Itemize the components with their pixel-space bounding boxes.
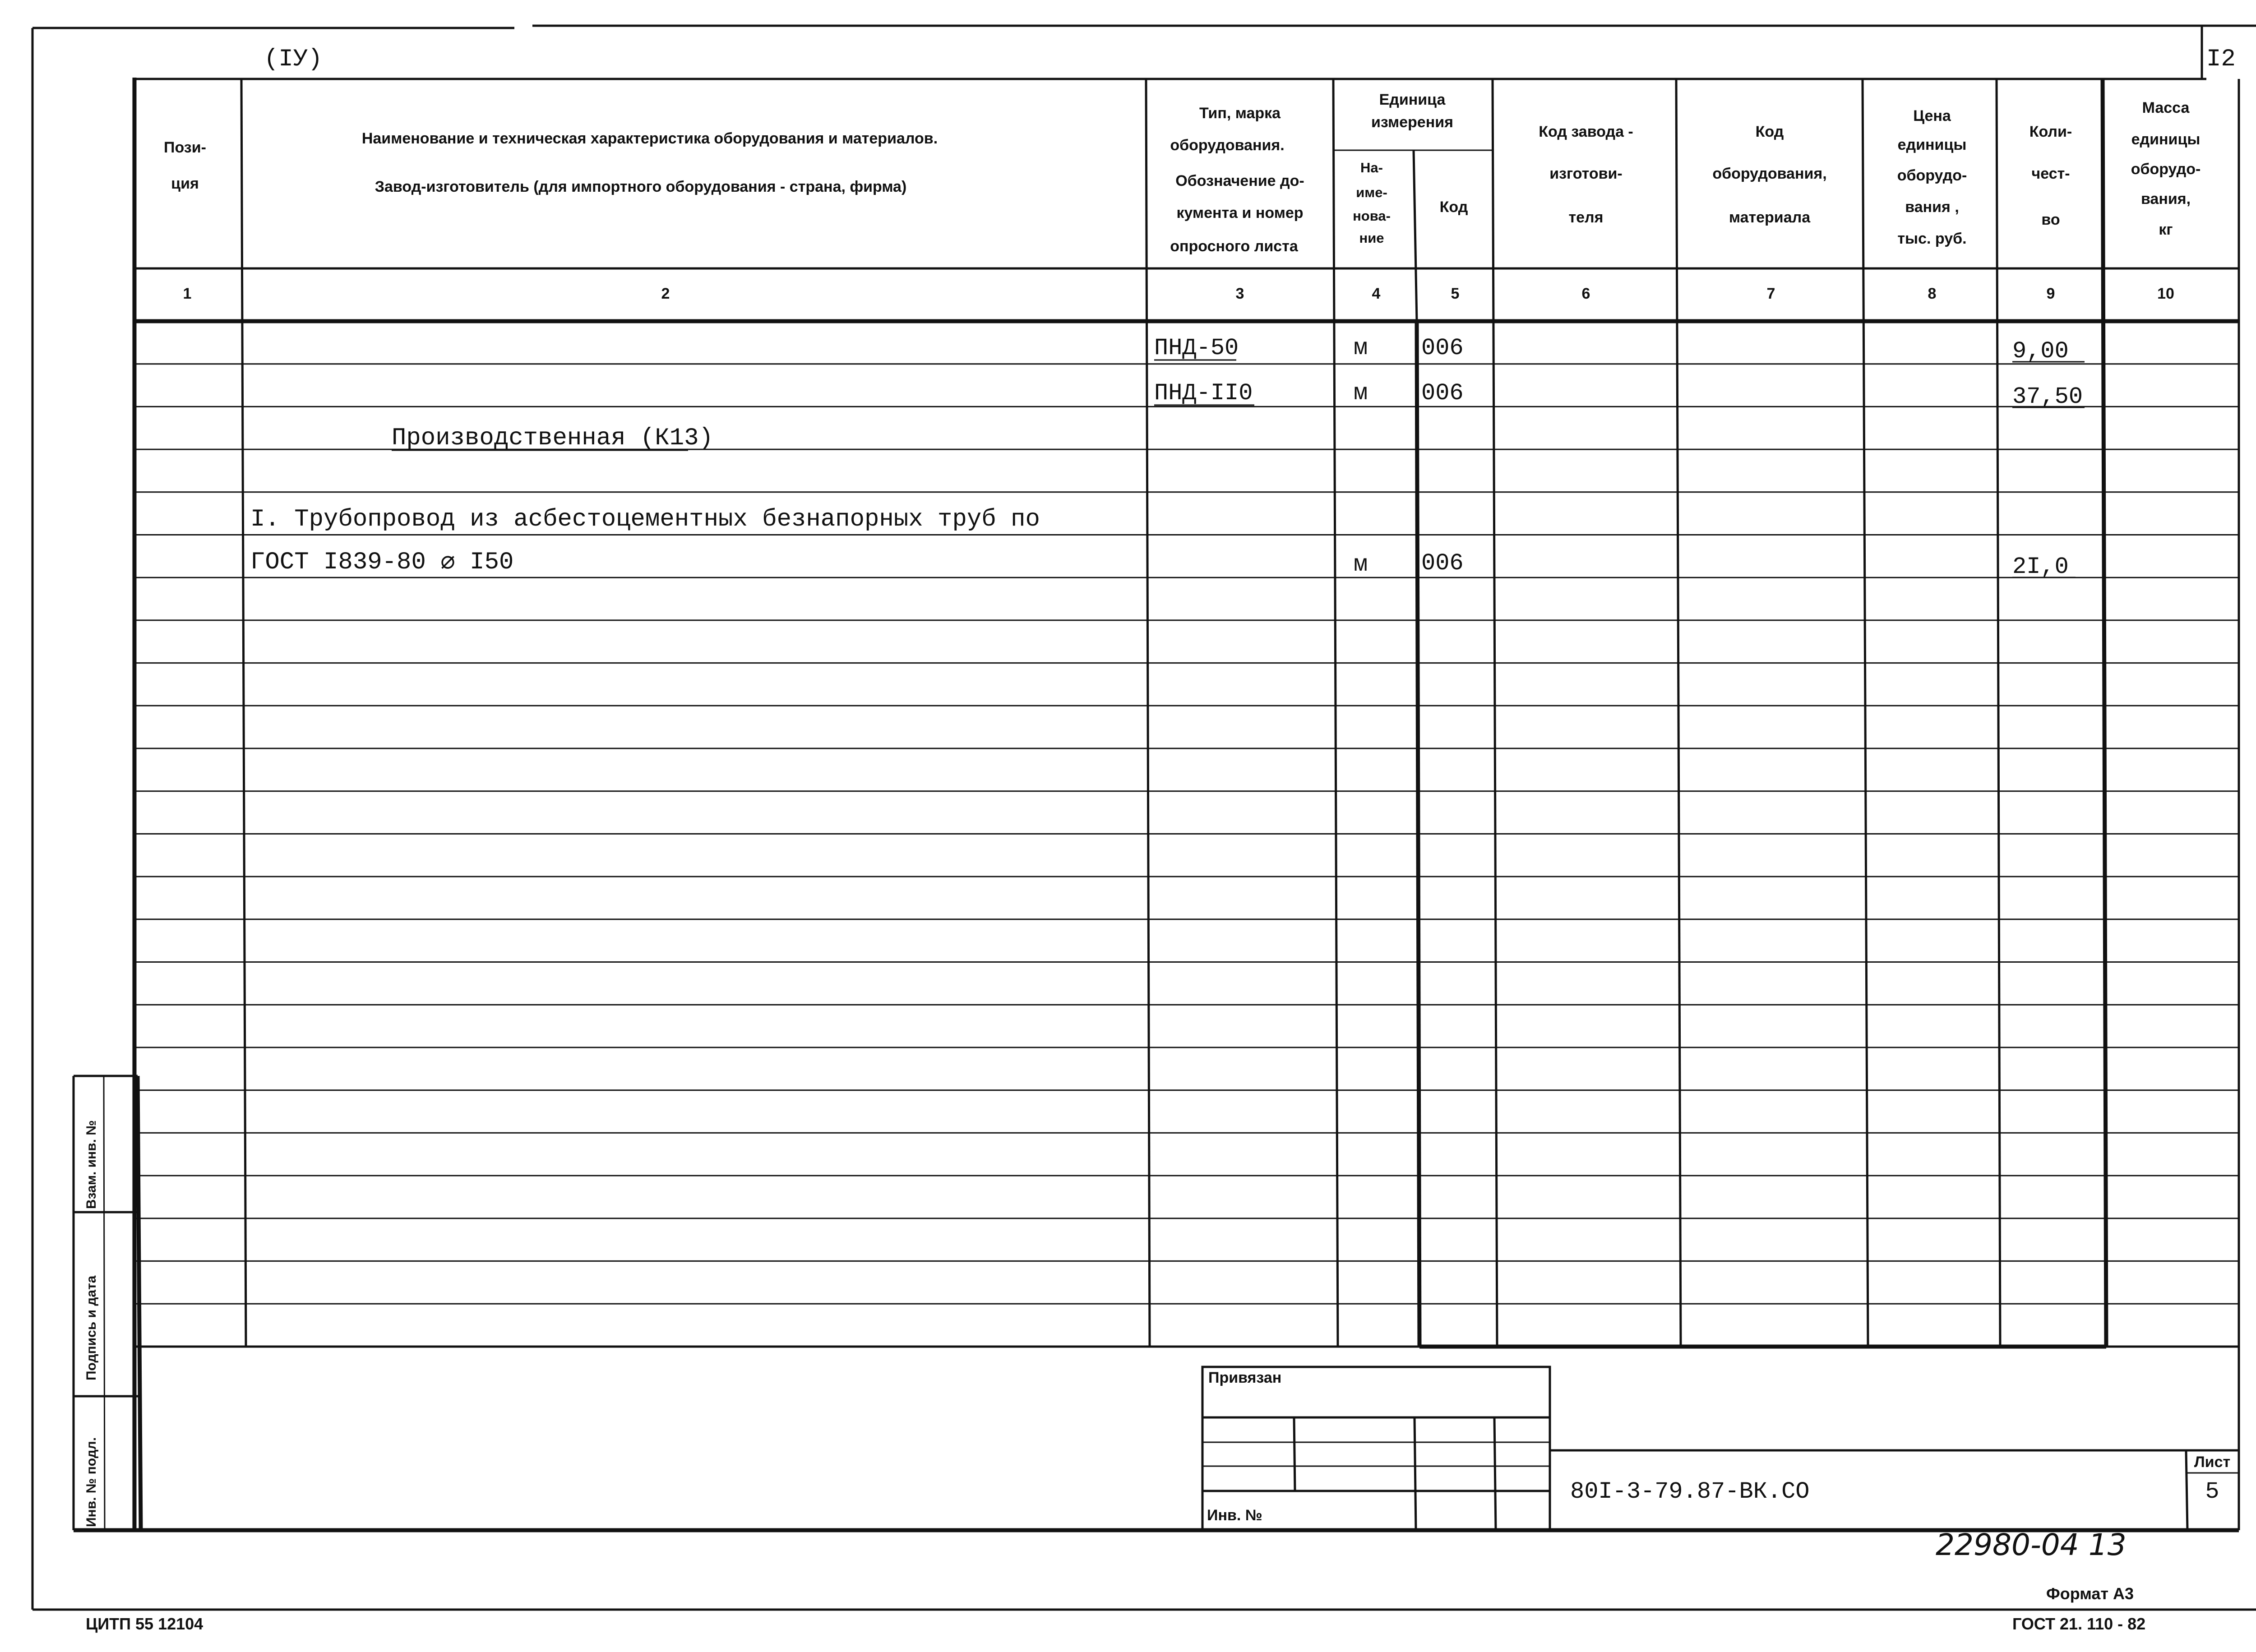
list-number: 5 [2205,1478,2219,1505]
row-type: ПНД-II0 [1154,380,1253,406]
col6-header-line3: теля [1568,209,1604,226]
row-unit: м [1354,380,1368,406]
side-stamp-vzam: Взам. инв. № [84,1120,99,1209]
column-number: 1 [183,285,192,302]
side-stamp-inv: Инв. № подл. [84,1437,99,1527]
document-code: 80I-3-79.87-ВК.СО [1570,1478,1810,1505]
column-number: 7 [1766,285,1775,302]
outer-frame [32,26,2256,1610]
title-block [1202,1367,2239,1530]
col10-header-line1: Масса [2142,99,2190,116]
col10-header-line3: оборудо- [2131,161,2201,178]
col2-header-line2: Завод-изготовитель (для импортного оборудования - страна, фирма) [374,178,907,195]
col4-header-line4: ние [1359,230,1384,246]
col10-header-line4: вания, [2140,190,2191,208]
format-label: Формат А3 [2046,1584,2134,1603]
col4-header-line1: На- [1360,160,1383,175]
table-body [250,335,2083,580]
row-qty: 37,50 [2012,383,2083,410]
row-qty: 2I,0 [2012,554,2069,580]
page-corner-number: I2 [2206,46,2236,73]
inv-no-label: Инв. № [1207,1507,1262,1524]
col8-header-line5: тыс. руб. [1897,230,1967,247]
part-mark: (IУ) [264,46,323,73]
row-name: Производственная (К13) [392,425,713,452]
row-code: 006 [1421,335,1464,361]
row-code: 006 [1421,550,1464,577]
column-number: 6 [1581,285,1590,302]
row-name: I. Трубопровод из асбестоцементных безнапорных труб по [250,506,1040,533]
col8-header-line2: единицы [1897,136,1967,153]
column-number: 5 [1451,285,1460,302]
col4-header-line3: нова- [1353,208,1391,224]
row-unit: м [1354,335,1368,361]
col3-header-line3: Обозначение до- [1175,172,1304,189]
unit-group-header-line2: измерения [1371,114,1453,131]
col5-header: Код [1439,198,1468,216]
column-number-row [183,285,2174,302]
col7-header-line3: материала [1729,209,1811,226]
unit-group-header-line1: Единица [1379,91,1446,108]
col3-header-line4: кумента и номер [1176,204,1304,221]
row-name: ГОСТ I839-80 ⌀ I50 [250,549,514,576]
main-frame [74,26,2239,1530]
column-number: 3 [1235,285,1244,302]
col6-header-line2: изготови- [1549,165,1623,182]
col9-header-line2: чест- [2031,165,2070,182]
column-number: 8 [1928,285,1937,302]
table-row [1154,335,2069,365]
col4-header-line2: име- [1356,185,1387,200]
side-stamp-podpis: Подпись и дата [84,1275,99,1380]
privyazan-label: Привязан [1208,1369,1282,1386]
col3-header-line5: опросного листа [1170,238,1298,255]
column-number: 2 [661,285,670,302]
col10-header-line2: единицы [2131,131,2201,148]
col8-header-line1: Цена [1913,107,1951,125]
gost-label: ГОСТ 21. 110 - 82 [2012,1615,2146,1633]
col8-header-line3: оборудо- [1897,167,1967,184]
col8-header-line4: вания , [1905,198,1959,216]
col1-header-line2: ция [171,175,199,192]
column-number: 4 [1372,285,1381,302]
col3-header-line2: оборудования. [1170,137,1285,154]
col9-header-line3: во [2041,211,2060,228]
col2-header-line1: Наименование и техническая характеристика оборудования и материалов. [361,130,938,147]
table-row [250,549,2069,580]
row-type: ПНД-50 [1154,335,1239,361]
row-qty: 9,00 [2012,338,2069,365]
side-stamp [74,1076,141,1530]
col7-header-line2: оборудования, [1712,165,1827,182]
list-label: Лист [2194,1454,2231,1471]
table-header [164,91,2201,255]
citp-label: ЦИТП 55 12104 [86,1615,203,1633]
row-unit: м [1354,551,1368,578]
col9-header-line1: Коли- [2029,123,2072,140]
table-row-section-title [392,425,713,452]
col7-header-line1: Код [1755,123,1784,140]
col10-header-line5: кг [2159,221,2173,238]
handwritten-inventory-number: 22980-04 13 [1936,1527,2127,1562]
row-code: 006 [1421,380,1464,406]
column-number: 10 [2157,285,2174,302]
col1-header-line1: Пози- [164,139,206,156]
column-number: 9 [2046,285,2055,302]
table-row [1154,380,2083,410]
col6-header-line1: Код завода - [1539,123,1633,140]
table-row [250,506,1040,533]
col3-header-line1: Тип, марка [1199,105,1281,122]
table-row-lines [134,364,2239,1304]
